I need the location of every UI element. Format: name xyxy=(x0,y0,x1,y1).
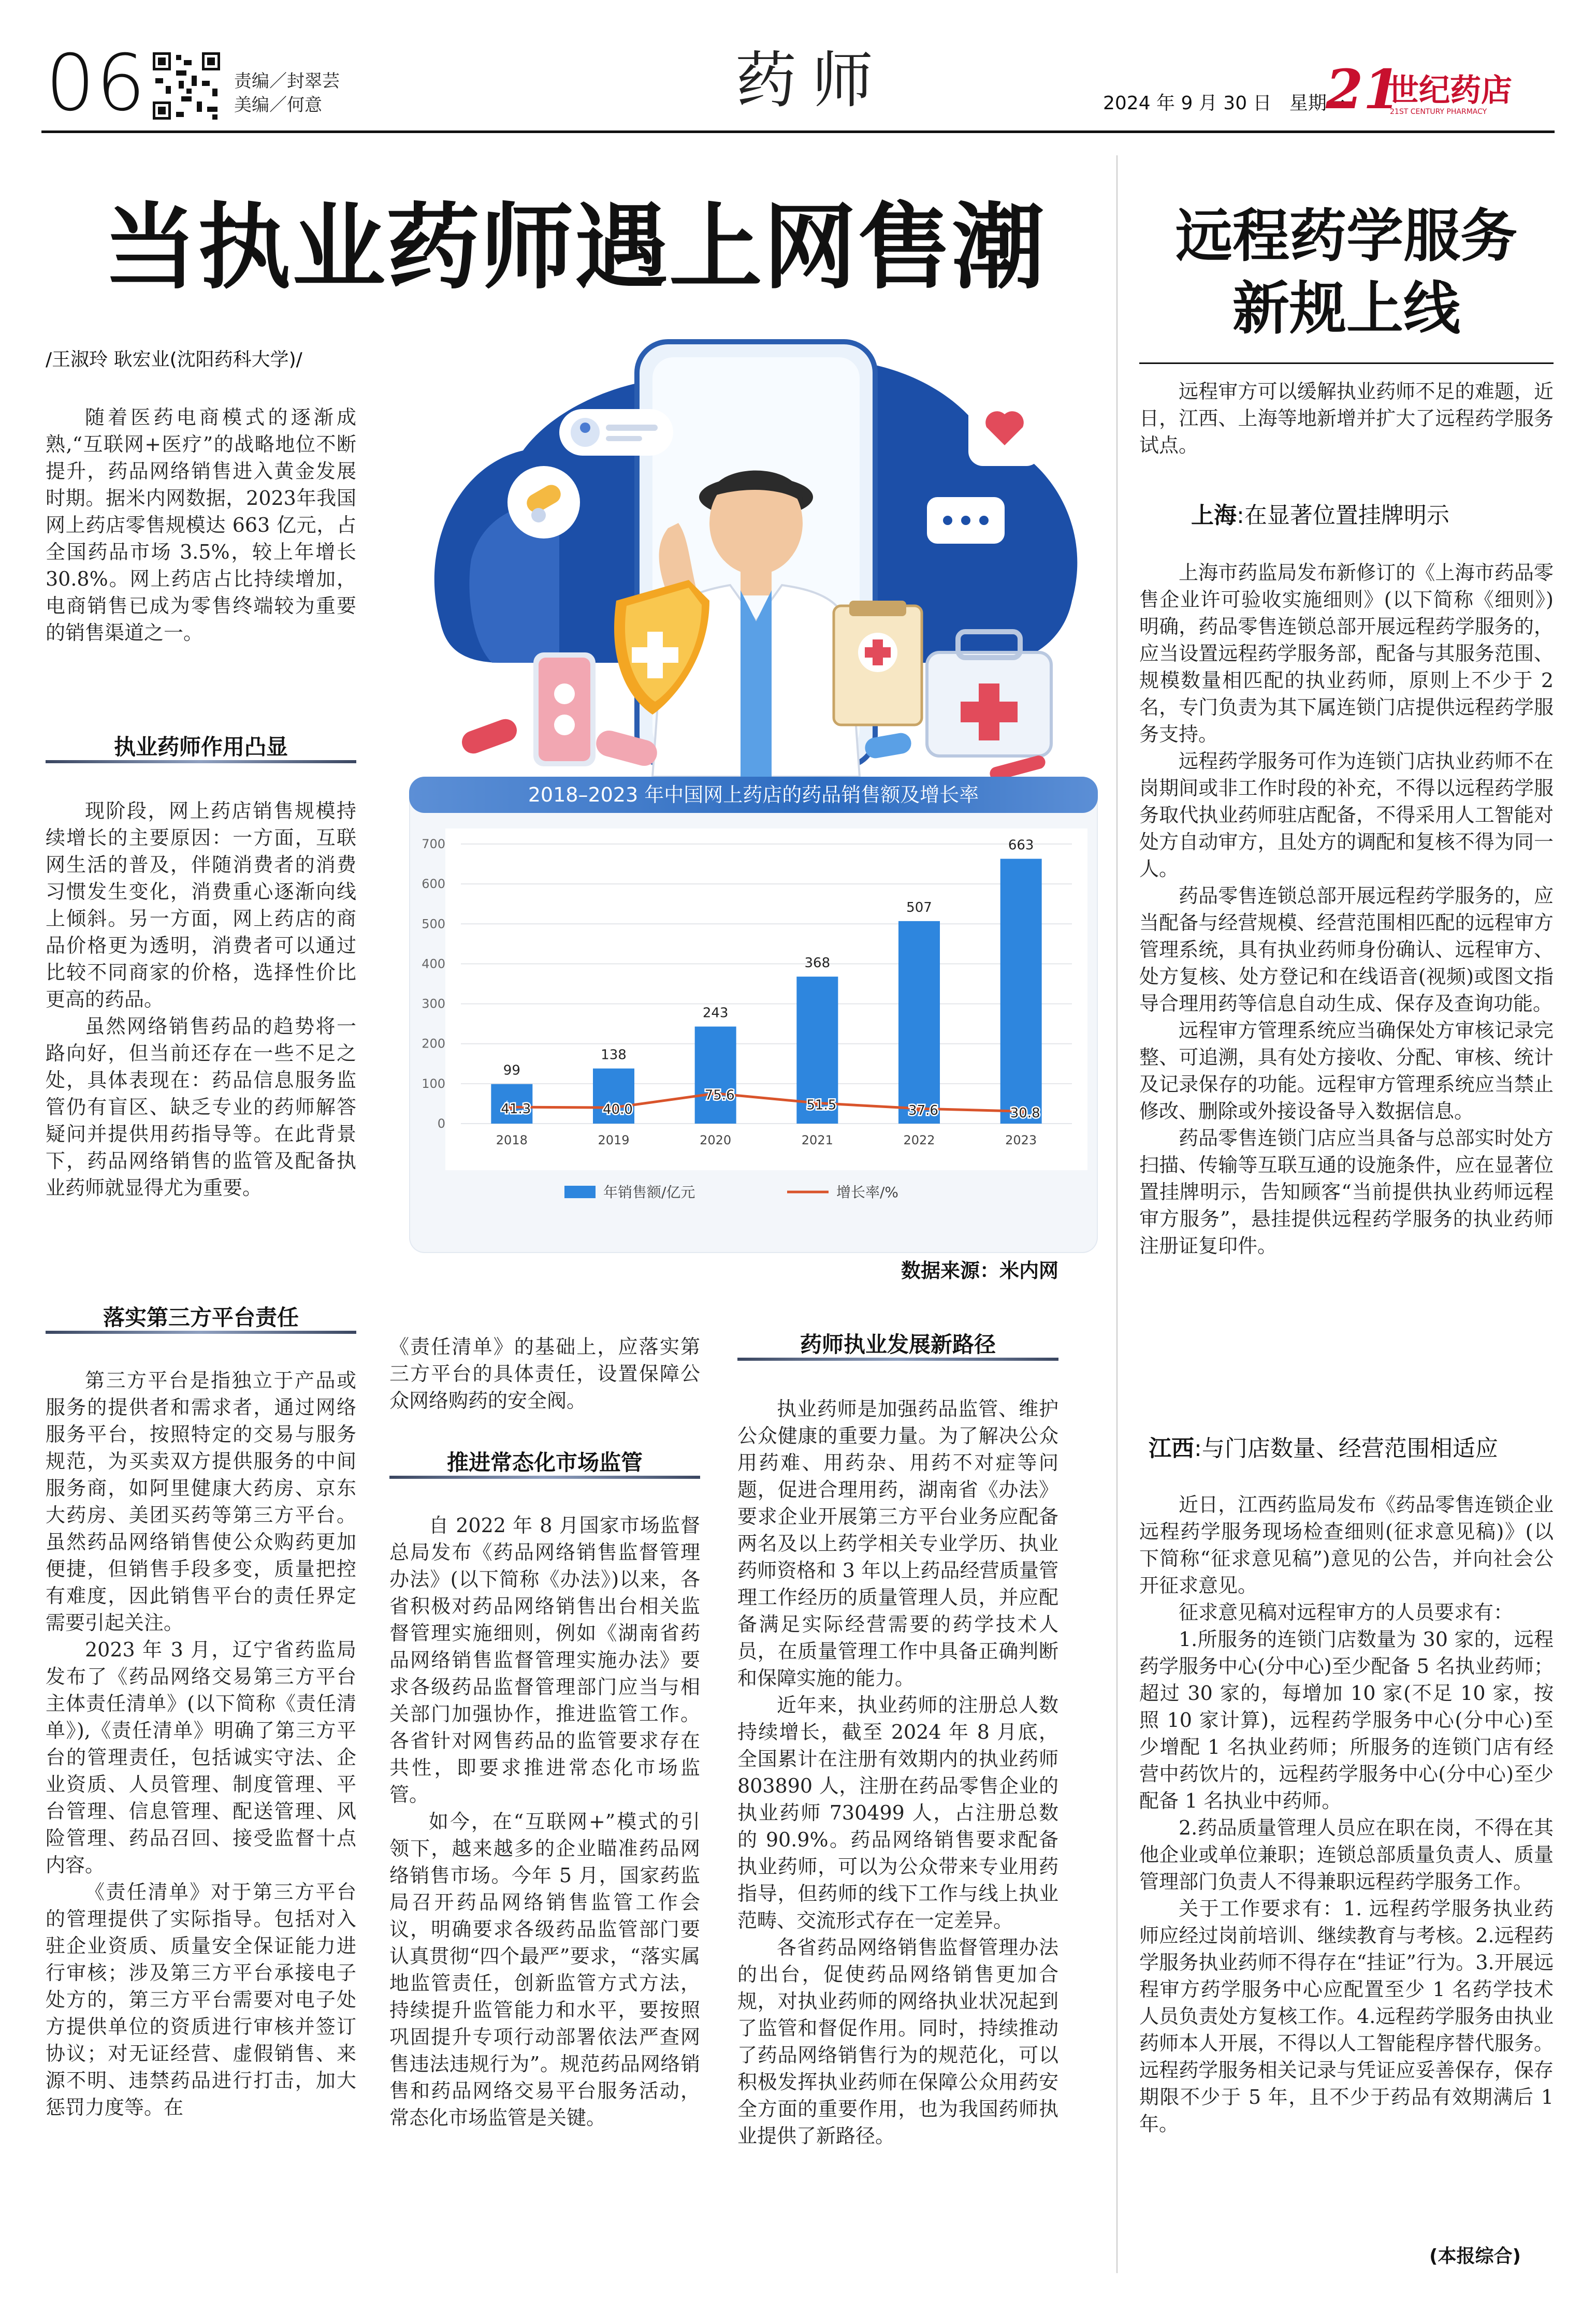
intro-paragraph: 随着医药电商模式的逐渐成熟,“互联网+医疗”的战略地位不断提升，药品网络销售进入黄金发展时期。据米内网数据，2023年我国网上药店零售规模达 663 亿元，占全国药品市场 3.5%，较上年增长 30.8%。网上药店占比持续增加，电商销售已成为零售终端较为重要的销售渠道之一。 xyxy=(46,406,356,644)
growth-value-label: 75.6 xyxy=(704,1087,735,1103)
paragraph: 关于工作要求有：1. 远程药学服务执业药师应经过岗前培训、继续教育与考核。2.远程药学服务执业药师不得存在“挂证”行为。3.开展远程审方药学服务中心应配置至少 1 名药学技术人员负责处方复核工作。4.远程药学服务由执业药师本人开展，不得以人工智能程序替代服务。远程药学服务相关记录与凭证应妥善保存，保存期限不少于 5 年，且不少于药品有效期满后 1 年。 xyxy=(1139,1897,1554,2135)
pharmacist-illustration xyxy=(409,331,1098,777)
side-intro xyxy=(1139,378,1554,459)
intro-text xyxy=(46,404,356,646)
logo-number: 21 xyxy=(1326,57,1401,121)
section3-text xyxy=(389,1512,700,2131)
paragraph: 近年来，执业药师的注册总人数持续增长，截至 2024 年 8 月底，全国累计在注册有效期内的执业药师 803890 人，注册在药品零售企业的执业药师 730499 人，占注册总数的 90.9%。药品网络销售要求配备执业药师，可以为公众带来专业用药指导，但药师的线下工作与线上执业范畴、交流形式存在一定差异。 xyxy=(737,1694,1058,1932)
shanghai-subheading xyxy=(1191,501,1449,530)
byline: /王淑玲 耿宏业(沈阳药科大学)/ xyxy=(46,349,302,370)
bar-value-label: 507 xyxy=(906,899,932,915)
jiangxi-title: :与门店数量、经营范围相适应 xyxy=(1194,1435,1498,1462)
shanghai-title: :在显著位置挂牌明示 xyxy=(1237,502,1449,529)
growth-value-label: 41.3 xyxy=(501,1101,531,1117)
bar-value-label: 368 xyxy=(804,955,831,971)
x-tick-label: 2021 xyxy=(801,1133,833,1147)
editor-credit xyxy=(234,69,340,117)
paragraph: 药品零售连锁总部开展远程药学服务的，应当配备与经营规模、经营范围相匹配的远程审方管理系统，具有执业药师身份确认、远程审方、处方复核、处方登记和在线语音(视频)或图文指导合理用药等信息自动生成、保存及查询功能。 xyxy=(1139,884,1554,1015)
chart-title: 2018–2023 年中国网上药店的药品销售额及增长率 xyxy=(409,777,1098,813)
shanghai-text xyxy=(1139,559,1554,1259)
growth-value-label: 51.5 xyxy=(806,1097,837,1113)
logo-text: 世纪药店 xyxy=(1388,72,1512,109)
section4-text xyxy=(737,1395,1058,2149)
y-tick-label: 100 xyxy=(422,1076,445,1091)
y-tick-label: 600 xyxy=(422,877,445,892)
paragraph: 1.所服务的连锁门店数量为 30 家的，远程药学服务中心(分中心)至少配备 5 名执业药师；超过 30 家的，每增加 10 家(不足 10 家，按照 10 家计算)，远程药学服务中心(分中心)至少增配 1 名执业药师；所服务的连锁门店有经营中药饮片的，远程药学服务中心(分中心)至少配备 1 名执业中药师。 xyxy=(1139,1628,1554,1812)
paragraph: 远程药学服务可作为连锁门店执业药师不在岗期间或非工作时段的补充，不得以远程药学服务取代执业药师驻店配备，不得采用人工智能对处方自动审方，且处方的调配和复核不得为同一人。 xyxy=(1139,750,1554,880)
bar-value-label: 99 xyxy=(503,1063,520,1079)
paragraph: 远程审方可以缓解执业药师不足的难题，近日，江西、上海等地新增并扩大了远程药学服务试点。 xyxy=(1139,380,1554,457)
section2-text xyxy=(46,1367,356,2121)
side-headline xyxy=(1139,200,1554,345)
section-heading-supervision: 推进常态化市场监管 xyxy=(389,1450,700,1479)
bar xyxy=(1000,859,1042,1124)
y-tick-label: 300 xyxy=(422,996,445,1011)
x-tick-label: 2018 xyxy=(496,1133,528,1147)
paragraph: 《责任清单》的基础上，应落实第三方平台的具体责任，设置保障公众网络购药的安全阀。 xyxy=(389,1335,700,1412)
bar-value-label: 138 xyxy=(601,1047,627,1063)
issue-date: 2024 年 9 月 30 日 星期一 xyxy=(1103,93,1345,114)
legend-label-growth: 增长率/% xyxy=(836,1184,899,1201)
section-heading-third-party: 落实第三方平台责任 xyxy=(46,1305,356,1334)
designer-line: 美编／何意 xyxy=(234,95,322,115)
y-tick-label: 200 xyxy=(422,1036,445,1051)
paragraph: 征求意见稿对远程审方的人员要求有： xyxy=(1179,1601,1514,1624)
section1-text xyxy=(46,797,356,1201)
paragraph: 执业药师是加强药品监管、维护公众健康的重要力量。为了解决公众用药难、用药杂、用药不对症等问题，促进合理用药，湖南省《办法》要求企业开展第三方平台业务应配备两名及以上药学相关专业学历、执业药师资格和 3 年以上药品经营质量管理工作经历的质量管理人员，并应配备满足实际经营需要的药学技术人员，在质量管理工作中具备正确判断和保障实施的能力。 xyxy=(737,1398,1058,1690)
paragraph: 第三方平台是指独立于产品或服务的提供者和需求者，通过网络服务平台，按照特定的交易与服务规范，为买卖双方提供服务的中间服务商，如阿里健康大药房、京东大药房、美团买药等第三方平台。虽然药品网络销售使公众购药更加便捷，但销售手段多变，质量把控有难度，因此销售平台的责任界定需要引起关注。 xyxy=(46,1369,356,1634)
qr-code-icon xyxy=(150,50,223,122)
jiangxi-label: 江西 xyxy=(1149,1435,1194,1462)
growth-value-label: 30.8 xyxy=(1010,1105,1040,1122)
y-tick-label: 400 xyxy=(422,956,445,971)
x-tick-label: 2019 xyxy=(598,1133,630,1147)
growth-value-label: 37.6 xyxy=(908,1102,938,1118)
paragraph: 2.药品质量管理人员应在职在岗，不得在其他企业或单位兼职；连锁总部质量负责人、质量管理部门负责人不得兼职远程药学服务工作。 xyxy=(1139,1816,1554,1893)
bar xyxy=(898,921,940,1124)
paragraph: 远程审方管理系统应当确保处方审核记录完整、可追溯，具有处方接收、分配、审核、统计及记录保存的功能。远程审方管理系统应当禁止修改、删除或外接设备导入数据信息。 xyxy=(1139,1019,1554,1123)
logo-english: 21ST CENTURY PHARMACY xyxy=(1390,108,1487,116)
paragraph: 药品零售连锁门店应当具备与总部实时处方扫描、传输等互联互通的设施条件，应在显著位置挂牌明示，告知顾客“当前提供执业药师远程审方服务”，悬挂提供远程药学服务的执业药师注册证复印件。 xyxy=(1139,1127,1554,1257)
section-heading-new-path: 药师执业发展新路径 xyxy=(737,1332,1058,1361)
column-divider xyxy=(1116,155,1118,2273)
chart-plot xyxy=(409,813,1098,1253)
x-tick-label: 2020 xyxy=(700,1133,732,1147)
section-heading-pharmacist-role: 执业药师作用凸显 xyxy=(46,734,356,763)
y-tick-label: 500 xyxy=(422,916,445,932)
y-tick-label: 700 xyxy=(422,837,445,851)
paragraph: 各省药品网络销售监督管理办法的出台，促使药品网络销售更加合规，对执业药师的网络执业状况起到了监管和督促作用。同时，持续推动了药品网络销售行为的规范化，可以积极发挥执业药师在保障公众用药安全方面的重要作用，也为我国药师执业提供了新路径。 xyxy=(737,1936,1058,2147)
chart-plot-area xyxy=(445,828,1087,1170)
legend-label-sales: 年销售额/亿元 xyxy=(603,1184,695,1201)
editor-line: 责编／封翠芸 xyxy=(234,71,340,92)
page-number: 06 xyxy=(46,38,147,128)
jiangxi-text xyxy=(1139,1491,1554,2137)
bar xyxy=(695,1027,736,1124)
data-source: 数据来源：米内网 xyxy=(901,1259,1059,1282)
newspaper-logo xyxy=(1326,57,1554,123)
paragraph: 近日，江西药监局发布《药品零售连锁企业远程药学服务现场检查细则(征求意见稿)》(以下简称“征求意见稿”)意见的公告，并向社会公开征求意见。 xyxy=(1139,1493,1554,1597)
bar-value-label: 243 xyxy=(702,1005,729,1021)
y-tick-label: 0 xyxy=(437,1116,445,1131)
main-headline: 当执业药师遇上网售潮 xyxy=(104,193,1047,302)
growth-value-label: 40.0 xyxy=(603,1102,633,1118)
shanghai-label: 上海 xyxy=(1191,502,1237,529)
paragraph: 《责任清单》对于第三方平台的管理提供了实际指导。包括对入驻企业资质、质量安全保证能力进行审核；涉及第三方平台承接电子处方的，第三方平台需要对电子处方提供单位的资质进行审核并签订协议；对无证经营、虚假销售、来源不明、违禁药品进行打击，加大惩罚力度等。在 xyxy=(46,1881,356,2119)
paragraph: 如今，在“互联网+”模式的引领下，越来越多的企业瞄准药品网络销售市场。今年 5 月，国家药监局召开药品网络销售监管工作会议，明确要求各级药品监管部门要认真贯彻“四个最严”要求，“落实属地监管责任，创新监管方式方法，持续提升监管能力和水平，要按照巩固提升专项行动部署依法严查网售违法违规行为”。规范药品网络销售和药品网络交易平台服务活动，常态化市场监管是关键。 xyxy=(389,1810,700,2129)
x-tick-label: 2023 xyxy=(1005,1133,1037,1147)
section-name: 药师 xyxy=(735,45,889,116)
paragraph: 现阶段，网上药店销售规模持续增长的主要原因：一方面，互联网生活的普及，伴随消费者的消费习惯发生变化，消费重心逐渐向线上倾斜。另一方面，网上药店的商品价格更为透明，消费者可以通过比较不同商家的价格，选择性价比更高的药品。 xyxy=(46,799,356,1011)
paragraph: 自 2022 年 8 月国家市场监督总局发布《药品网络销售监督管理办法》(以下简称《办法》)以来，各省积极对药品网络销售出台相关监督管理实施细则，例如《湖南省药品网络销售监督管理实施办法》要求各级药品监督管理部门应当与相关部门加强协作，推进监管工作。各省针对网售药品的监管要求存在共性，即要求推进常态化市场监管。 xyxy=(389,1514,700,1806)
credit: (本报综合) xyxy=(1429,2246,1521,2267)
side-headline-line1: 远程药学服务 xyxy=(1176,202,1517,269)
sales-chart xyxy=(409,777,1098,1253)
paragraph: 虽然网络销售药品的趋势将一路向好，但当前还存在一些不足之处，具体表现在：药品信息服务监管仍有盲区、缺乏专业的药师解答疑问并提供用药指导等。在此背景下，药品网络销售的监管及配备执业药师就显得尤为重要。 xyxy=(46,1015,356,1199)
side-headline-rule xyxy=(1139,362,1554,364)
jiangxi-subheading xyxy=(1149,1434,1498,1463)
paragraph: 2023 年 3 月，辽宁省药监局发布了《药品网络交易第三方平台主体责任清单》(以下简称《责任清单》),《责任清单》明确了第三方平台的管理责任，包括诚实守法、企业资质、人员管理、制度管理、平台管理、信息管理、配送管理、风险管理、药品召回、接受监督十点内容。 xyxy=(46,1638,356,1876)
column2-cont xyxy=(389,1333,700,1414)
side-headline-line2: 新规上线 xyxy=(1232,275,1460,342)
paragraph: 上海市药监局发布新修订的《上海市药品零售企业许可验收实施细则》(以下简称《细则》)明确，药品零售连锁总部开展远程药学服务的，应当设置远程药学服务部，配备与其服务范围、规模数量相匹配的执业药师，原则上不少于 2 名，专门负责为其下属连锁门店提供远程药学服务支持。 xyxy=(1139,561,1554,746)
x-tick-label: 2022 xyxy=(903,1133,935,1147)
header-rule xyxy=(41,130,1555,133)
bar-value-label: 663 xyxy=(1008,837,1034,853)
legend-swatch-bar xyxy=(564,1186,596,1198)
